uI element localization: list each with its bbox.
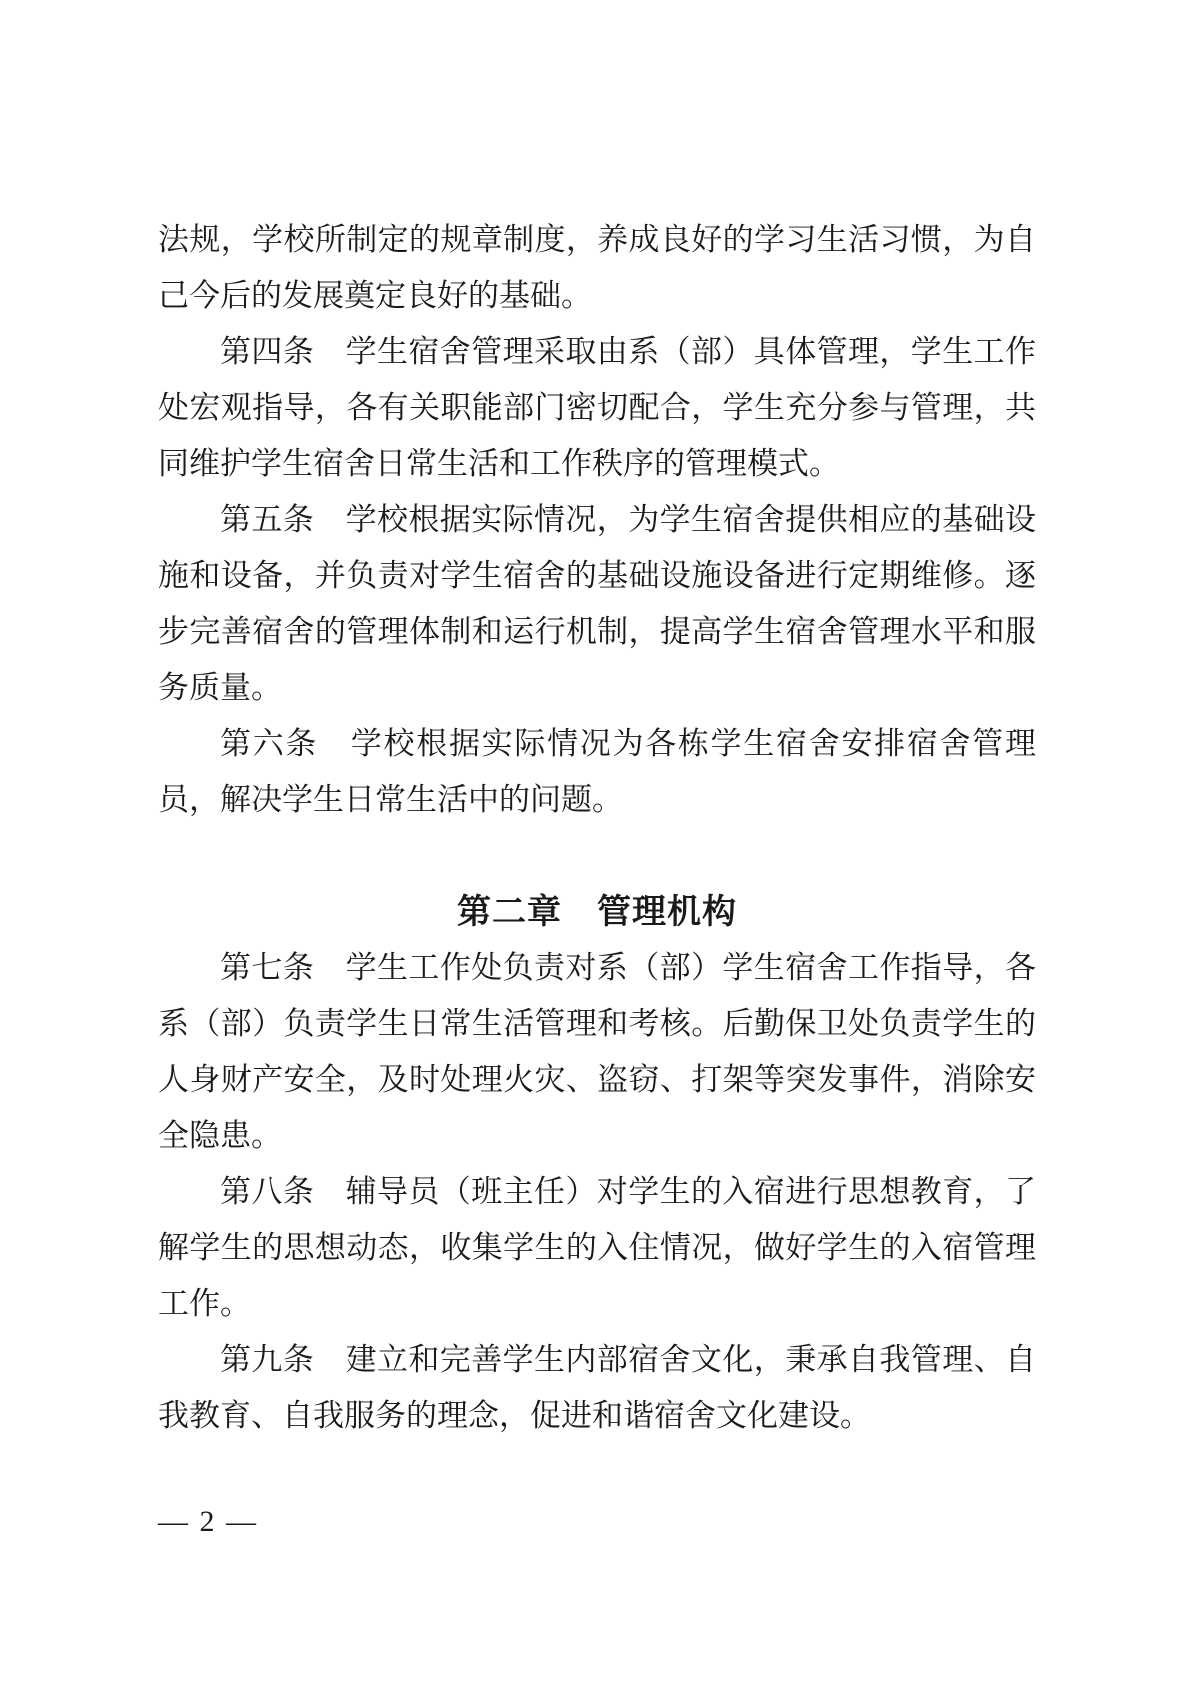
chapter-2-heading: 第二章 管理机构: [457, 893, 737, 931]
paragraph-article-9: 第九条 建立和完善学生内部宿舍文化，秉承自我管理、自我教育、自我服务的理念，促进和谐宿舍文化建设。: [158, 1342, 1036, 1433]
paragraph-article-8: 第八条 辅导员（班主任）对学生的入宿进行思想教育，了解学生的思想动态，收集学生的入住情况，做好学生的入宿管理工作。: [158, 1174, 1036, 1321]
page-number: — 2 —: [158, 1505, 258, 1538]
paragraph-article-4: 第四条 学生宿舍管理采取由系（部）具体管理，学生工作处宏观指导，各有关职能部门密切配合，学生充分参与管理，共同维护学生宿舍日常生活和工作秩序的管理模式。: [158, 334, 1036, 481]
paragraph-continued-from-previous-page: 法规，学校所制定的规章制度，养成良好的学习生活习惯，为自己今后的发展奠定良好的基础。: [158, 222, 1036, 313]
paragraph-article-7: 第七条 学生工作处负责对系（部）学生宿舍工作指导，各系（部）负责学生日常生活管理和考核。后勤保卫处负责学生的人身财产安全，及时处理火灾、盗窃、打架等突发事件，消除安全隐患。: [158, 950, 1036, 1153]
paragraph-article-6: 第六条 学校根据实际情况为各栋学生宿舍安排宿舍管理员，解决学生日常生活中的问题。: [158, 726, 1036, 817]
document-body: [158, 212, 1036, 1444]
paragraph-article-5: 第五条 学校根据实际情况，为学生宿舍提供相应的基础设施和设备，并负责对学生宿舍的基础设施设备进行定期维修。逐步完善宿舍的管理体制和运行机制，提高学生宿舍管理水平和服务质量。: [158, 502, 1036, 705]
